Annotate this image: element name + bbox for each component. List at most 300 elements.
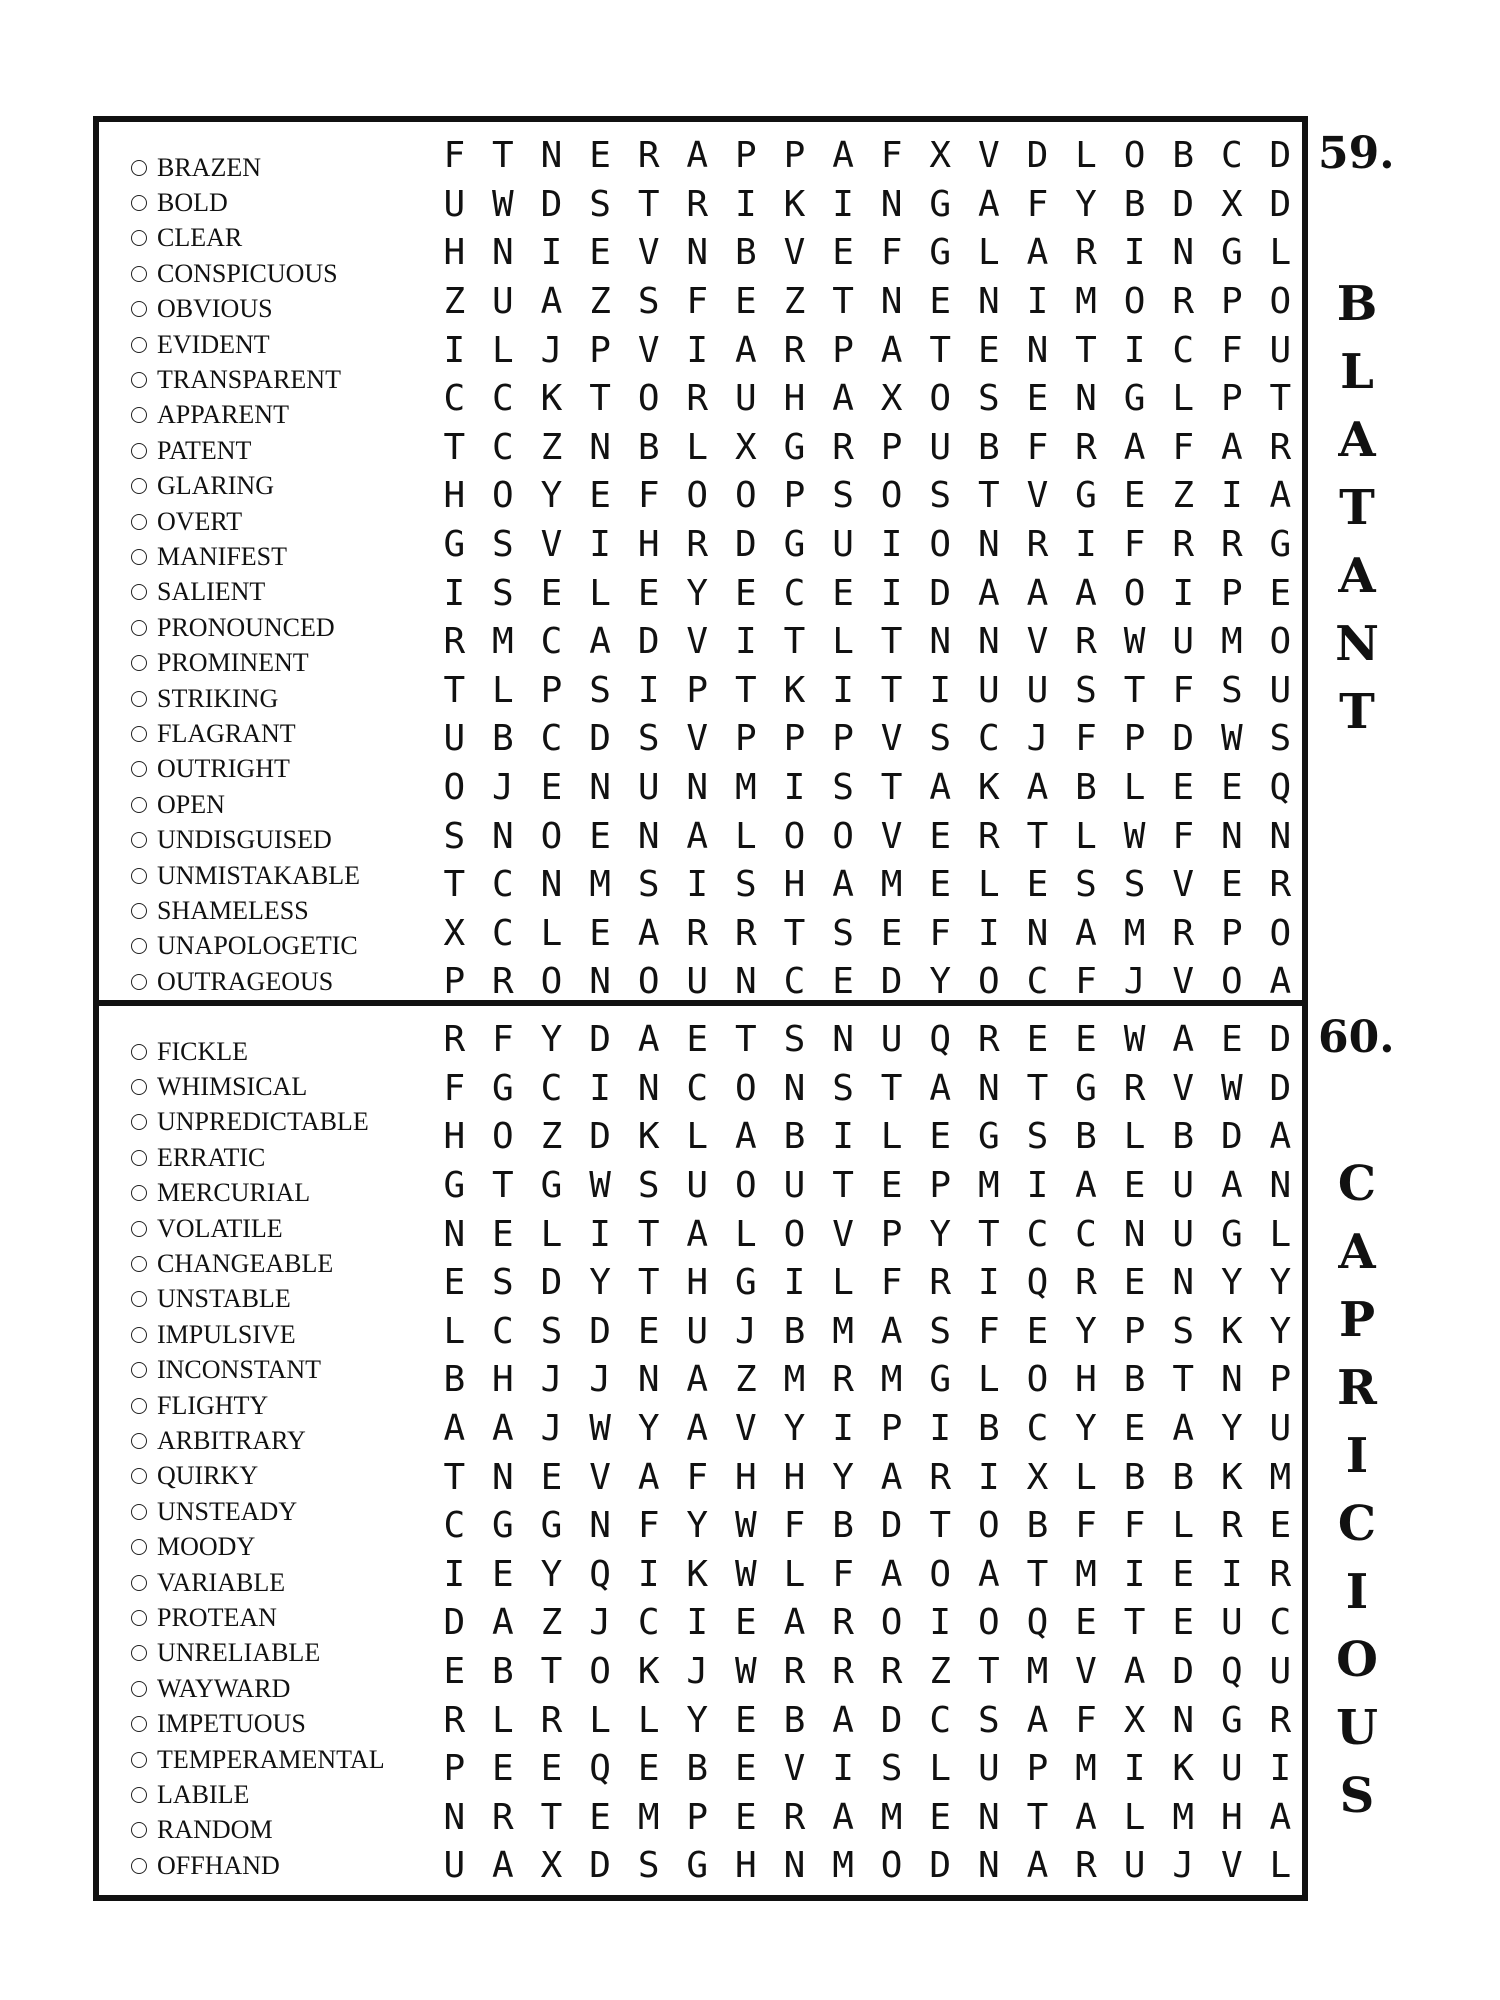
checkbox-circle-icon[interactable] xyxy=(131,1362,147,1378)
grid-letter[interactable]: E xyxy=(929,815,952,857)
grid-letter[interactable]: L xyxy=(492,329,514,371)
grid-letter[interactable]: W xyxy=(735,1553,757,1595)
grid-letter[interactable]: N xyxy=(686,232,709,274)
grid-letter[interactable]: O xyxy=(929,378,952,420)
grid-letter[interactable]: Y xyxy=(1075,183,1097,225)
grid-letter[interactable]: T xyxy=(1172,1359,1195,1401)
grid-letter[interactable]: T xyxy=(1026,815,1049,857)
grid-letter[interactable]: Z xyxy=(735,1359,757,1401)
grid-letter[interactable]: R xyxy=(977,1019,1000,1061)
grid-letter[interactable]: M xyxy=(832,1845,854,1887)
grid-letter[interactable]: P xyxy=(735,135,757,177)
grid-letter[interactable]: G xyxy=(1220,232,1243,274)
checkbox-circle-icon[interactable] xyxy=(131,903,147,919)
grid-letter[interactable]: N xyxy=(1026,329,1049,371)
grid-letter[interactable]: U xyxy=(783,1165,806,1207)
grid-letter[interactable]: E xyxy=(637,572,660,614)
grid-letter[interactable]: P xyxy=(929,1165,952,1207)
grid-letter[interactable]: T xyxy=(637,1213,660,1255)
grid-letter[interactable]: S xyxy=(735,864,757,906)
grid-letter[interactable]: L xyxy=(977,232,1000,274)
grid-letter[interactable]: D xyxy=(1269,1019,1292,1061)
grid-letter[interactable]: Y xyxy=(1220,1408,1243,1450)
grid-letter[interactable]: N xyxy=(492,815,514,857)
grid-letter[interactable]: V xyxy=(1075,1651,1097,1693)
grid-letter[interactable]: I xyxy=(1220,475,1243,517)
grid-letter[interactable]: P xyxy=(880,1213,903,1255)
grid-letter[interactable]: A xyxy=(686,1359,709,1401)
grid-letter[interactable]: L xyxy=(832,1262,854,1304)
grid-letter[interactable]: P xyxy=(1220,378,1243,420)
grid-letter[interactable]: D xyxy=(929,572,952,614)
grid-letter[interactable]: I xyxy=(929,1602,952,1644)
grid-letter[interactable]: A xyxy=(1075,912,1097,954)
grid-letter[interactable]: N xyxy=(1220,815,1243,857)
grid-letter[interactable]: S xyxy=(492,1262,514,1304)
grid-letter[interactable]: C xyxy=(1026,1408,1049,1450)
grid-letter[interactable]: O xyxy=(1220,961,1243,1003)
grid-letter[interactable]: Y xyxy=(540,1019,563,1061)
grid-letter[interactable]: Y xyxy=(686,1505,709,1547)
grid-letter[interactable]: O xyxy=(589,1651,611,1693)
grid-letter[interactable]: A xyxy=(929,1067,952,1109)
grid-letter[interactable]: M xyxy=(1075,1748,1097,1790)
grid-letter[interactable]: N xyxy=(1220,1359,1243,1401)
grid-letter[interactable]: Q xyxy=(1026,1602,1049,1644)
grid-letter[interactable]: O xyxy=(540,961,563,1003)
grid-letter[interactable]: L xyxy=(880,1116,903,1158)
grid-letter[interactable]: H xyxy=(1220,1796,1243,1838)
checkbox-circle-icon[interactable] xyxy=(131,1114,147,1130)
checkbox-circle-icon[interactable] xyxy=(131,1044,147,1060)
word-item[interactable] xyxy=(131,1246,461,1281)
grid-letter[interactable]: T xyxy=(1026,1067,1049,1109)
grid-letter[interactable]: D xyxy=(589,718,611,760)
grid-letter[interactable]: E xyxy=(589,1796,611,1838)
grid-letter[interactable]: B xyxy=(783,1116,806,1158)
grid-letter[interactable]: U xyxy=(977,1748,1000,1790)
word-item[interactable] xyxy=(131,716,461,751)
grid-letter[interactable]: E xyxy=(1075,1602,1097,1644)
grid-letter[interactable]: F xyxy=(1172,426,1195,468)
grid-letter[interactable]: P xyxy=(443,1748,466,1790)
word-item[interactable] xyxy=(131,1742,461,1777)
checkbox-circle-icon[interactable] xyxy=(131,266,147,282)
grid-letter[interactable]: K xyxy=(977,767,1000,809)
checkbox-circle-icon[interactable] xyxy=(131,584,147,600)
grid-letter[interactable]: S xyxy=(1172,1310,1195,1352)
word-item[interactable] xyxy=(131,1777,461,1812)
grid-letter[interactable]: L xyxy=(540,1213,563,1255)
grid-letter[interactable]: W xyxy=(1220,1067,1243,1109)
grid-letter[interactable]: T xyxy=(1026,1796,1049,1838)
grid-letter[interactable]: T xyxy=(880,767,903,809)
grid-letter[interactable]: G xyxy=(1123,378,1146,420)
grid-letter[interactable]: A xyxy=(880,329,903,371)
grid-letter[interactable]: R xyxy=(1172,281,1195,323)
grid-letter[interactable]: R xyxy=(686,912,709,954)
grid-letter[interactable]: N xyxy=(1026,912,1049,954)
grid-letter[interactable]: B xyxy=(1026,1505,1049,1547)
grid-letter[interactable]: R xyxy=(1026,524,1049,566)
grid-letter[interactable]: D xyxy=(1269,135,1292,177)
grid-letter[interactable]: E xyxy=(686,1019,709,1061)
grid-letter[interactable]: P xyxy=(880,426,903,468)
grid-letter[interactable]: M xyxy=(783,1359,806,1401)
grid-letter[interactable]: W xyxy=(735,1505,757,1547)
grid-letter[interactable]: E xyxy=(1269,1505,1292,1547)
grid-letter[interactable]: O xyxy=(929,524,952,566)
grid-letter[interactable]: U xyxy=(880,1019,903,1061)
grid-letter[interactable]: D xyxy=(1220,1116,1243,1158)
grid-letter[interactable]: H xyxy=(735,1845,757,1887)
grid-letter[interactable]: O xyxy=(492,1116,514,1158)
grid-letter[interactable]: L xyxy=(783,1553,806,1595)
grid-letter[interactable]: S xyxy=(1123,864,1146,906)
word-item[interactable] xyxy=(131,1034,461,1069)
checkbox-circle-icon[interactable] xyxy=(131,372,147,388)
grid-letter[interactable]: C xyxy=(977,718,1000,760)
grid-letter[interactable]: L xyxy=(1075,135,1097,177)
grid-letter[interactable]: U xyxy=(832,524,854,566)
word-item[interactable] xyxy=(131,1388,461,1423)
grid-letter[interactable]: T xyxy=(443,864,466,906)
grid-letter[interactable]: L xyxy=(1075,815,1097,857)
grid-letter[interactable]: A xyxy=(686,135,709,177)
grid-letter[interactable]: E xyxy=(540,1456,563,1498)
word-item[interactable] xyxy=(131,822,461,857)
grid-letter[interactable]: F xyxy=(1123,524,1146,566)
grid-letter[interactable]: P xyxy=(589,329,611,371)
grid-letter[interactable]: P xyxy=(1269,1359,1292,1401)
checkbox-circle-icon[interactable] xyxy=(131,1468,147,1484)
grid-letter[interactable]: P xyxy=(832,329,854,371)
grid-letter[interactable]: A xyxy=(1026,232,1049,274)
grid-letter[interactable]: E xyxy=(735,281,757,323)
grid-letter[interactable]: C xyxy=(1269,1602,1292,1644)
grid-letter[interactable]: Y xyxy=(929,1213,952,1255)
grid-letter[interactable]: T xyxy=(1026,1553,1049,1595)
grid-letter[interactable]: F xyxy=(1123,1505,1146,1547)
grid-letter[interactable]: I xyxy=(783,767,806,809)
grid-letter[interactable]: T xyxy=(783,621,806,663)
grid-letter[interactable]: V xyxy=(1172,961,1195,1003)
grid-letter[interactable]: F xyxy=(443,135,466,177)
grid-letter[interactable]: V xyxy=(540,524,563,566)
grid-letter[interactable]: O xyxy=(880,1602,903,1644)
grid-letter[interactable]: V xyxy=(637,329,660,371)
grid-letter[interactable]: R xyxy=(832,1359,854,1401)
checkbox-circle-icon[interactable] xyxy=(131,160,147,176)
grid-letter[interactable]: L xyxy=(637,1699,660,1741)
grid-letter[interactable]: C xyxy=(492,912,514,954)
grid-letter[interactable]: V xyxy=(880,815,903,857)
word-item[interactable] xyxy=(131,610,461,645)
grid-letter[interactable]: L xyxy=(977,864,1000,906)
grid-letter[interactable]: S xyxy=(1075,864,1097,906)
grid-letter[interactable]: M xyxy=(880,864,903,906)
grid-letter[interactable]: Y xyxy=(1075,1408,1097,1450)
grid-letter[interactable]: A xyxy=(832,135,854,177)
grid-letter[interactable]: R xyxy=(443,1019,466,1061)
grid-letter[interactable]: V xyxy=(783,1748,806,1790)
grid-letter[interactable]: B xyxy=(832,1505,854,1547)
grid-letter[interactable]: B xyxy=(686,1748,709,1790)
checkbox-circle-icon[interactable] xyxy=(131,726,147,742)
grid-letter[interactable]: S xyxy=(637,864,660,906)
grid-letter[interactable]: D xyxy=(589,1310,611,1352)
grid-letter[interactable]: A xyxy=(637,1456,660,1498)
grid-letter[interactable]: A xyxy=(1026,1699,1049,1741)
grid-letter[interactable]: E xyxy=(929,281,952,323)
grid-letter[interactable]: X xyxy=(540,1845,563,1887)
grid-letter[interactable]: Q xyxy=(589,1748,611,1790)
grid-letter[interactable]: U xyxy=(443,718,466,760)
grid-letter[interactable]: F xyxy=(637,475,660,517)
grid-letter[interactable]: T xyxy=(929,329,952,371)
grid-letter[interactable]: A xyxy=(735,329,757,371)
grid-letter[interactable]: N xyxy=(977,1796,1000,1838)
grid-letter[interactable]: K xyxy=(540,378,563,420)
grid-letter[interactable]: S xyxy=(832,912,854,954)
grid-letter[interactable]: M xyxy=(977,1165,1000,1207)
grid-letter[interactable]: D xyxy=(1269,1067,1292,1109)
grid-letter[interactable]: W xyxy=(589,1165,611,1207)
grid-letter[interactable]: T xyxy=(492,1165,514,1207)
grid-letter[interactable]: F xyxy=(977,1310,1000,1352)
grid-letter[interactable]: T xyxy=(443,669,466,711)
grid-letter[interactable]: S xyxy=(783,1019,806,1061)
grid-letter[interactable]: A xyxy=(1026,767,1049,809)
grid-letter[interactable]: V xyxy=(735,1408,757,1450)
grid-letter[interactable]: P xyxy=(1220,912,1243,954)
word-item[interactable] xyxy=(131,185,461,220)
grid-letter[interactable]: S xyxy=(832,1067,854,1109)
word-item[interactable] xyxy=(131,398,461,433)
grid-letter[interactable]: T xyxy=(540,1796,563,1838)
grid-letter[interactable]: D xyxy=(589,1019,611,1061)
grid-letter[interactable]: R xyxy=(443,1699,466,1741)
grid-letter[interactable]: R xyxy=(880,1651,903,1693)
grid-letter[interactable]: U xyxy=(686,961,709,1003)
grid-letter[interactable]: D xyxy=(443,1602,466,1644)
grid-letter[interactable]: M xyxy=(1172,1796,1195,1838)
grid-letter[interactable]: K xyxy=(1220,1310,1243,1352)
grid-letter[interactable]: M xyxy=(1220,621,1243,663)
grid-letter[interactable]: U xyxy=(1269,1408,1292,1450)
grid-letter[interactable]: E xyxy=(1172,1602,1195,1644)
checkbox-circle-icon[interactable] xyxy=(131,1433,147,1449)
grid-letter[interactable]: D xyxy=(735,524,757,566)
grid-letter[interactable]: I xyxy=(1075,524,1097,566)
word-item[interactable] xyxy=(131,292,461,327)
grid-letter[interactable]: H xyxy=(492,1359,514,1401)
grid-letter[interactable]: D xyxy=(589,1116,611,1158)
grid-letter[interactable]: I xyxy=(1123,232,1146,274)
checkbox-circle-icon[interactable] xyxy=(131,301,147,317)
grid-letter[interactable]: W xyxy=(1123,1019,1146,1061)
word-item[interactable] xyxy=(131,504,461,539)
word-item[interactable] xyxy=(131,1636,461,1671)
grid-letter[interactable]: E xyxy=(540,572,563,614)
grid-letter[interactable]: I xyxy=(929,669,952,711)
grid-letter[interactable]: R xyxy=(832,1651,854,1693)
grid-letter[interactable]: F xyxy=(1172,815,1195,857)
grid-letter[interactable]: R xyxy=(1269,1699,1292,1741)
grid-letter[interactable]: H xyxy=(443,1116,466,1158)
grid-letter[interactable]: B xyxy=(783,1699,806,1741)
grid-letter[interactable]: U xyxy=(1269,669,1292,711)
grid-letter[interactable]: V xyxy=(1220,1845,1243,1887)
grid-letter[interactable]: S xyxy=(977,378,1000,420)
grid-letter[interactable]: Q xyxy=(929,1019,952,1061)
word-item[interactable] xyxy=(131,256,461,291)
grid-letter[interactable]: R xyxy=(1269,1553,1292,1595)
grid-letter[interactable]: A xyxy=(1269,1796,1292,1838)
grid-letter[interactable]: A xyxy=(1269,475,1292,517)
word-item[interactable] xyxy=(131,681,461,716)
grid-letter[interactable]: I xyxy=(443,572,466,614)
grid-letter[interactable]: E xyxy=(492,1213,514,1255)
word-item[interactable] xyxy=(131,1211,461,1246)
grid-letter[interactable]: X xyxy=(929,135,952,177)
grid-letter[interactable]: A xyxy=(686,1408,709,1450)
word-item[interactable] xyxy=(131,645,461,680)
grid-letter[interactable]: P xyxy=(1123,1310,1146,1352)
grid-letter[interactable]: E xyxy=(492,1748,514,1790)
grid-letter[interactable]: L xyxy=(443,1310,466,1352)
grid-letter[interactable]: U xyxy=(735,378,757,420)
grid-letter[interactable]: C xyxy=(540,718,563,760)
grid-letter[interactable]: V xyxy=(977,135,1000,177)
grid-letter[interactable]: A xyxy=(589,621,611,663)
word-item[interactable] xyxy=(131,1105,461,1140)
grid-letter[interactable]: C xyxy=(783,572,806,614)
grid-letter[interactable]: Y xyxy=(1269,1310,1292,1352)
grid-letter[interactable]: Z xyxy=(929,1651,952,1693)
grid-letter[interactable]: A xyxy=(492,1408,514,1450)
grid-letter[interactable]: D xyxy=(929,1845,952,1887)
grid-letter[interactable]: T xyxy=(977,1213,1000,1255)
word-item[interactable] xyxy=(131,433,461,468)
word-item[interactable] xyxy=(131,1813,461,1848)
grid-letter[interactable]: A xyxy=(1220,1165,1243,1207)
grid-letter[interactable]: U xyxy=(686,1165,709,1207)
grid-letter[interactable]: E xyxy=(637,1310,660,1352)
grid-letter[interactable]: V xyxy=(686,621,709,663)
grid-letter[interactable]: S xyxy=(1075,669,1097,711)
grid-letter[interactable]: T xyxy=(492,135,514,177)
grid-letter[interactable]: N xyxy=(977,1067,1000,1109)
checkbox-circle-icon[interactable] xyxy=(131,832,147,848)
grid-letter[interactable]: M xyxy=(1075,281,1097,323)
grid-letter[interactable]: I xyxy=(1123,329,1146,371)
grid-letter[interactable]: U xyxy=(1220,1602,1243,1644)
grid-letter[interactable]: A xyxy=(880,1456,903,1498)
grid-letter[interactable]: A xyxy=(1172,1408,1195,1450)
grid-letter[interactable]: N xyxy=(589,767,611,809)
grid-letter[interactable]: A xyxy=(783,1602,806,1644)
grid-letter[interactable]: N xyxy=(832,1019,854,1061)
word-item[interactable] xyxy=(131,1353,461,1388)
grid-letter[interactable]: L xyxy=(589,572,611,614)
grid-letter[interactable]: I xyxy=(443,1553,466,1595)
grid-letter[interactable]: U xyxy=(686,1310,709,1352)
grid-letter[interactable]: E xyxy=(832,232,854,274)
grid-letter[interactable]: Y xyxy=(637,1408,660,1450)
checkbox-circle-icon[interactable] xyxy=(131,1716,147,1732)
grid-letter[interactable]: E xyxy=(589,232,611,274)
grid-letter[interactable]: R xyxy=(1075,1262,1097,1304)
grid-letter[interactable]: N xyxy=(589,961,611,1003)
grid-letter[interactable]: O xyxy=(1269,281,1292,323)
grid-letter[interactable]: F xyxy=(880,135,903,177)
grid-letter[interactable]: R xyxy=(1220,1505,1243,1547)
grid-letter[interactable]: C xyxy=(1026,961,1049,1003)
grid-letter[interactable]: G xyxy=(783,524,806,566)
grid-letter[interactable]: H xyxy=(735,1456,757,1498)
grid-letter[interactable]: F xyxy=(1075,961,1097,1003)
grid-letter[interactable]: S xyxy=(929,1310,952,1352)
grid-letter[interactable]: N xyxy=(977,524,1000,566)
grid-letter[interactable]: O xyxy=(1269,912,1292,954)
grid-letter[interactable]: G xyxy=(540,1505,563,1547)
grid-letter[interactable]: S xyxy=(637,1845,660,1887)
grid-letter[interactable]: V xyxy=(1026,621,1049,663)
grid-letter[interactable]: S xyxy=(492,572,514,614)
grid-letter[interactable]: B xyxy=(492,718,514,760)
grid-letter[interactable]: M xyxy=(1269,1456,1292,1498)
grid-letter[interactable]: G xyxy=(1220,1213,1243,1255)
grid-letter[interactable]: I xyxy=(783,1262,806,1304)
grid-letter[interactable]: I xyxy=(832,1748,854,1790)
grid-letter[interactable]: K xyxy=(637,1651,660,1693)
grid-letter[interactable]: O xyxy=(1026,1359,1049,1401)
grid-letter[interactable]: T xyxy=(1269,378,1292,420)
checkbox-circle-icon[interactable] xyxy=(131,195,147,211)
grid-letter[interactable]: S xyxy=(443,815,466,857)
checkbox-circle-icon[interactable] xyxy=(131,1539,147,1555)
grid-letter[interactable]: T xyxy=(637,1262,660,1304)
checkbox-circle-icon[interactable] xyxy=(131,1822,147,1838)
grid-letter[interactable]: I xyxy=(735,621,757,663)
grid-letter[interactable]: R xyxy=(783,1651,806,1693)
grid-letter[interactable]: X xyxy=(1123,1699,1146,1741)
grid-letter[interactable]: I xyxy=(1269,1748,1292,1790)
grid-letter[interactable]: C xyxy=(492,864,514,906)
grid-letter[interactable]: N xyxy=(880,183,903,225)
grid-letter[interactable]: F xyxy=(492,1019,514,1061)
grid-letter[interactable]: Y xyxy=(540,1553,563,1595)
word-item[interactable] xyxy=(131,221,461,256)
grid-letter[interactable]: L xyxy=(929,1748,952,1790)
grid-letter[interactable]: P xyxy=(686,669,709,711)
grid-letter[interactable]: E xyxy=(637,1748,660,1790)
grid-letter[interactable]: P xyxy=(880,1408,903,1450)
grid-letter[interactable]: U xyxy=(1172,621,1195,663)
grid-letter[interactable]: E xyxy=(1172,767,1195,809)
grid-letter[interactable]: L xyxy=(735,1213,757,1255)
grid-letter[interactable]: N xyxy=(1269,1165,1292,1207)
grid-letter[interactable]: T xyxy=(880,621,903,663)
grid-letter[interactable]: K xyxy=(783,669,806,711)
grid-letter[interactable]: Y xyxy=(686,1699,709,1741)
grid-letter[interactable]: N xyxy=(443,1213,466,1255)
word-item[interactable] xyxy=(131,327,461,362)
grid-letter[interactable]: E xyxy=(1172,1553,1195,1595)
grid-letter[interactable]: X xyxy=(1220,183,1243,225)
grid-letter[interactable]: B xyxy=(783,1310,806,1352)
